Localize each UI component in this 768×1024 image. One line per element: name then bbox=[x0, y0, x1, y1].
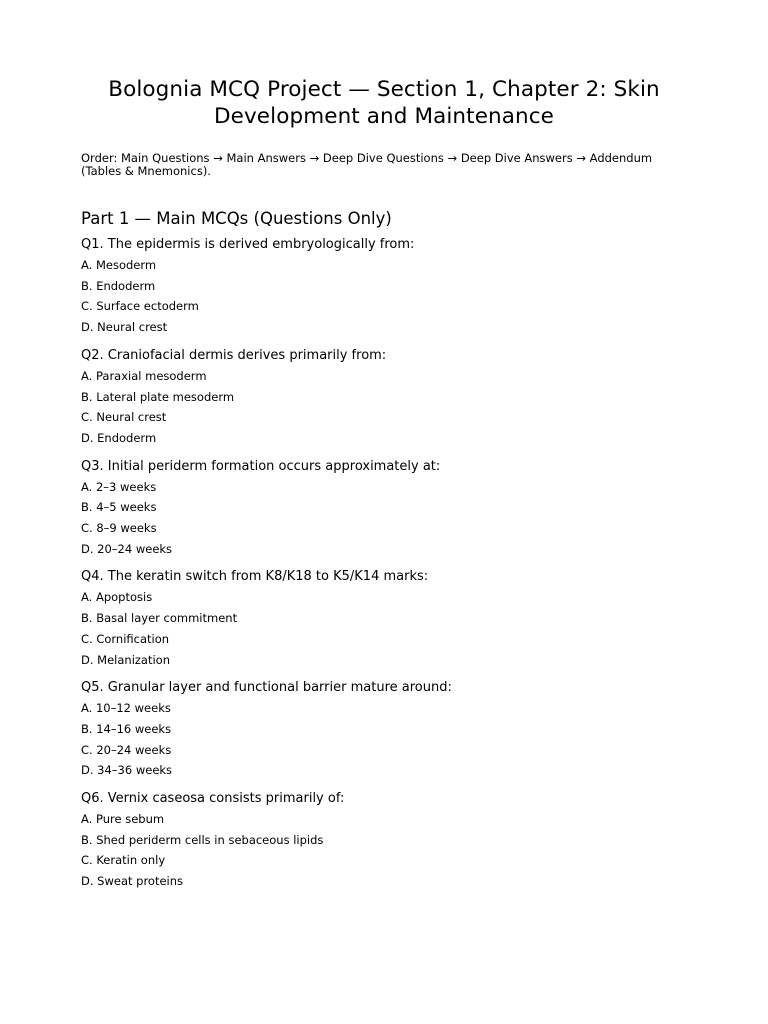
answer-option: D. Melanization bbox=[81, 652, 171, 667]
answer-option: A. 10–12 weeks bbox=[81, 701, 171, 716]
answer-option: D. 34–36 weeks bbox=[81, 763, 173, 778]
answer-option: D. 20–24 weeks bbox=[81, 541, 173, 556]
answer-options bbox=[81, 698, 687, 781]
question-stem: Q4. The keratin switch from K8/K18 to K5/K14 marks: bbox=[81, 569, 429, 585]
question-4 bbox=[81, 567, 687, 670]
question-stem: Q5. Granular layer and functional barrier mature around: bbox=[81, 680, 452, 696]
answer-option: D. Neural crest bbox=[81, 320, 168, 335]
answer-options bbox=[81, 809, 687, 892]
document-title: Bolognia MCQ Project — Section 1, Chapter 2: Skin Development and Maintenance bbox=[108, 77, 660, 129]
answer-options bbox=[81, 366, 687, 449]
question-stem: Q3. Initial periderm formation occurs approximately at: bbox=[81, 458, 441, 474]
question-2 bbox=[81, 346, 687, 449]
answer-option: A. Pure sebum bbox=[81, 812, 165, 827]
question-5 bbox=[81, 678, 687, 781]
answer-option: C. 8–9 weeks bbox=[81, 521, 157, 536]
answer-option: B. Shed periderm cells in sebaceous lipids bbox=[81, 832, 324, 847]
answer-options bbox=[81, 477, 687, 560]
answer-option: A. Paraxial mesoderm bbox=[81, 368, 207, 383]
answer-option: C. 20–24 weeks bbox=[81, 742, 172, 757]
part-1-heading: Part 1 — Main MCQs (Questions Only) bbox=[81, 209, 392, 228]
answer-option: B. Lateral plate mesoderm bbox=[81, 389, 235, 404]
question-1 bbox=[81, 235, 687, 338]
answer-option: B. Endoderm bbox=[81, 278, 156, 293]
answer-options bbox=[81, 587, 687, 670]
answer-option: C. Neural crest bbox=[81, 410, 167, 425]
answer-option: C. Keratin only bbox=[81, 853, 166, 868]
answer-options bbox=[81, 255, 687, 338]
answer-option: D. Sweat proteins bbox=[81, 874, 184, 889]
answer-option: A. Apoptosis bbox=[81, 590, 153, 605]
question-list bbox=[81, 235, 687, 892]
question-stem: Q6. Vernix caseosa consists primarily of: bbox=[81, 791, 345, 807]
answer-option: A. Mesoderm bbox=[81, 258, 157, 272]
question-stem: Q2. Craniofacial dermis derives primarily from: bbox=[81, 347, 387, 363]
answer-option: A. 2–3 weeks bbox=[81, 479, 157, 494]
question-stem: Q1. The epidermis is derived embryologically from: bbox=[81, 237, 415, 252]
answer-option: B. Basal layer commitment bbox=[81, 611, 238, 626]
answer-option: D. Endoderm bbox=[81, 430, 157, 445]
answer-option: B. 4–5 weeks bbox=[81, 500, 157, 515]
answer-option: C. Cornification bbox=[81, 631, 170, 646]
question-3 bbox=[81, 457, 687, 560]
answer-option: C. Surface ectoderm bbox=[81, 299, 199, 314]
order-note: Order: Main Questions → Main Answers → Deep Dive Questions → Deep Dive Answers → Addendum (Tables & Mnemonics). bbox=[81, 151, 653, 178]
question-6 bbox=[81, 789, 687, 892]
answer-option: B. 14–16 weeks bbox=[81, 721, 172, 736]
